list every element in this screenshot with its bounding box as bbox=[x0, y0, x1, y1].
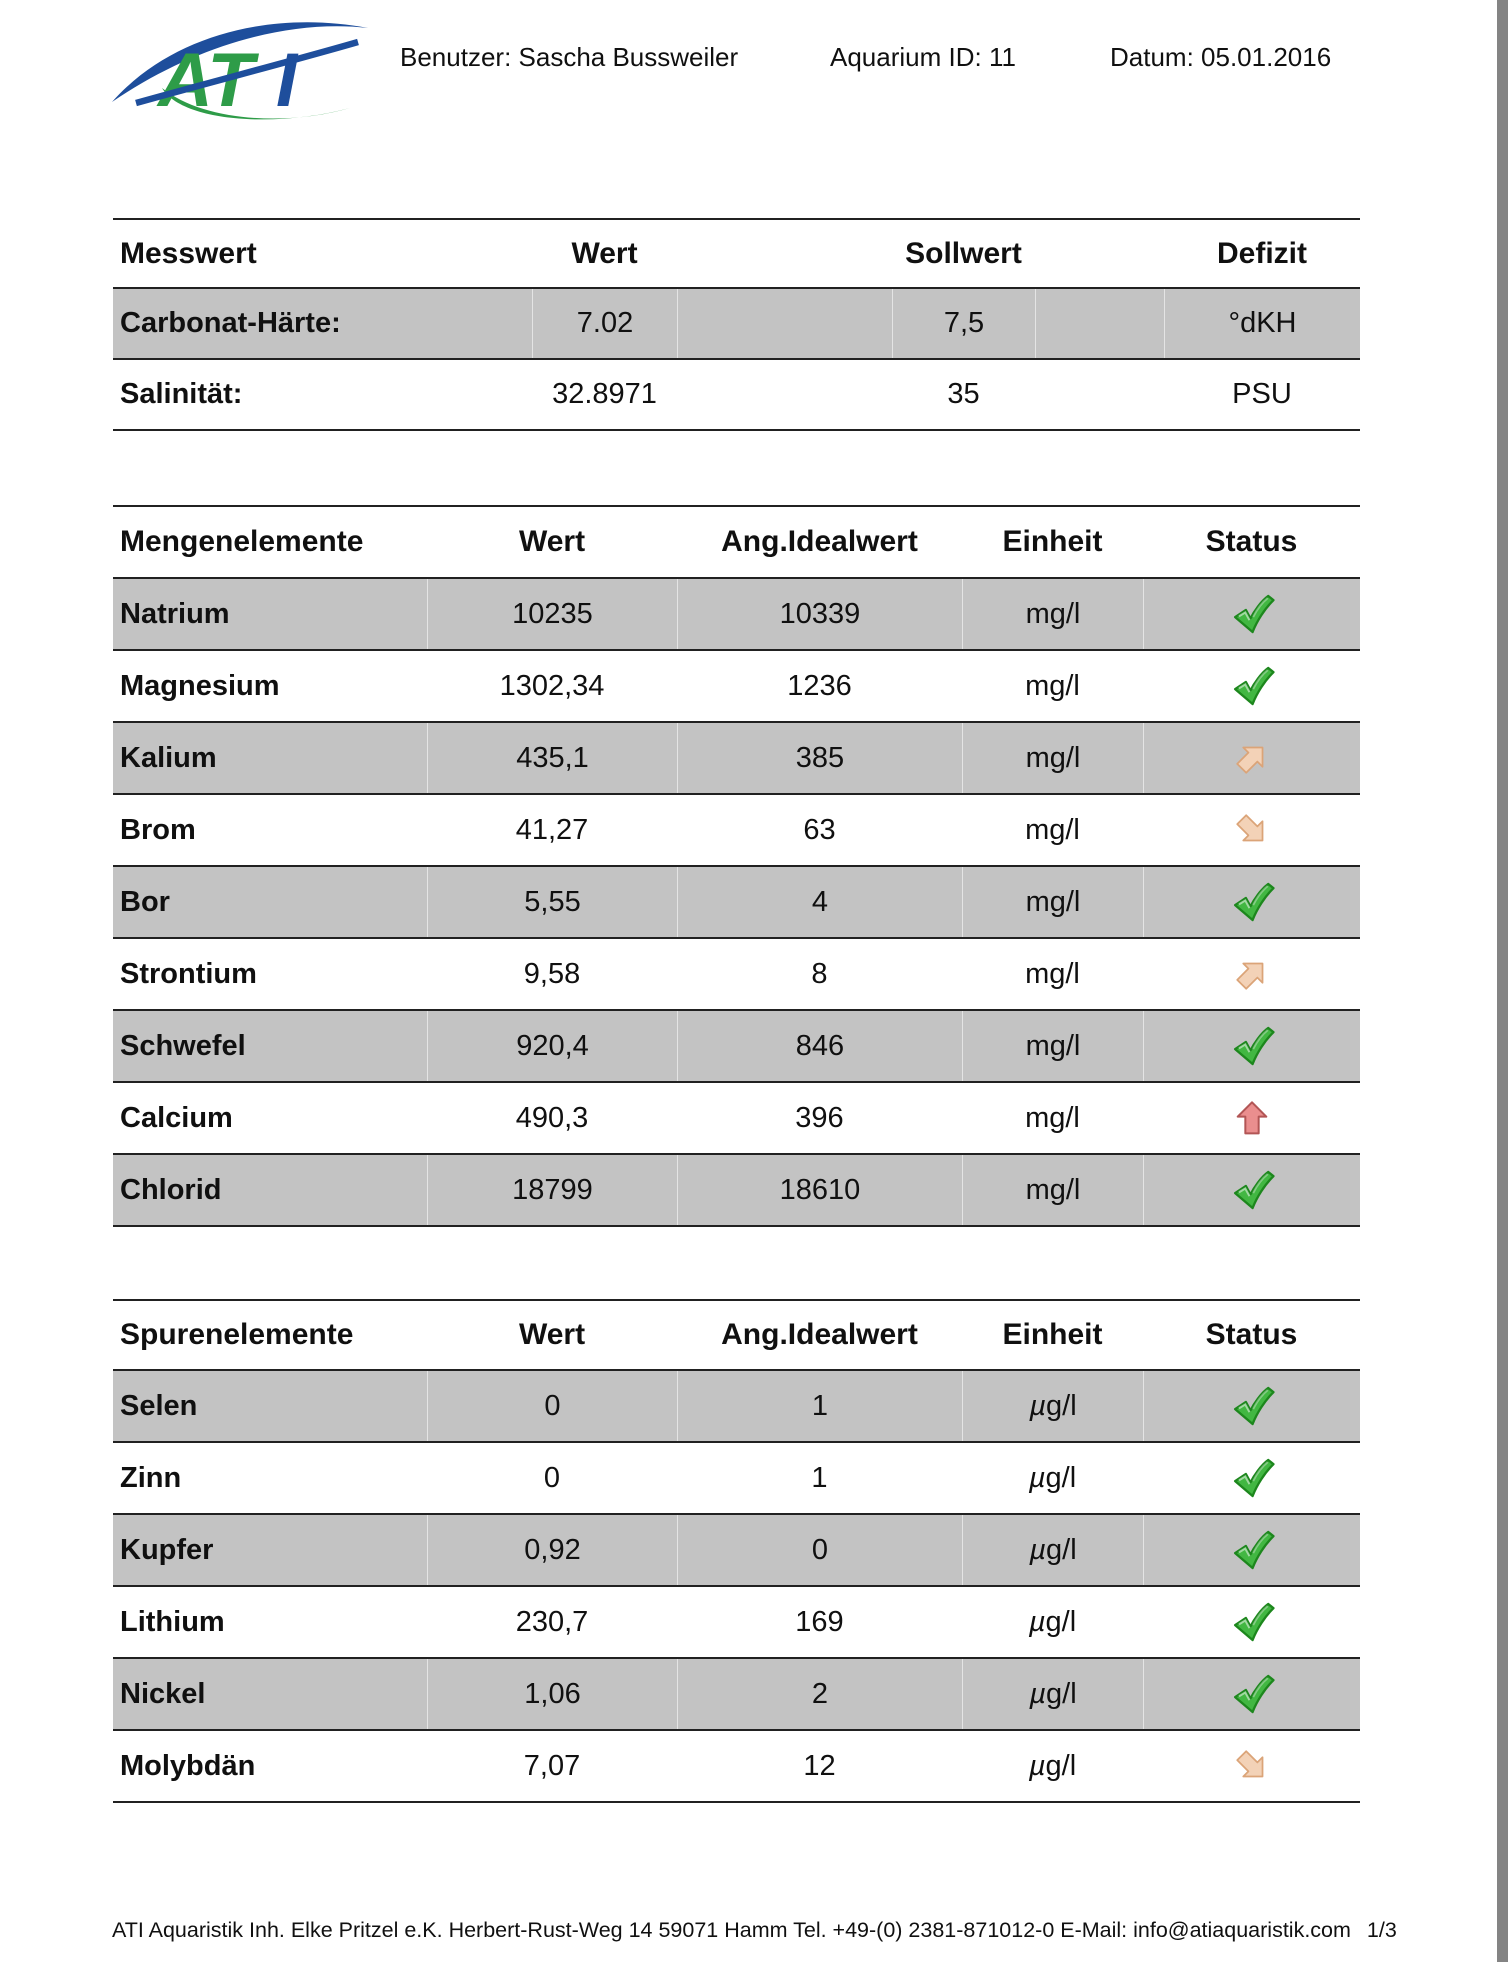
status-cell bbox=[1143, 1587, 1360, 1657]
spacer-cell bbox=[677, 220, 892, 287]
status-cell bbox=[1143, 651, 1360, 721]
element-name-cell: Natrium bbox=[120, 597, 230, 630]
col-header-idealwert: Ang.Idealwert bbox=[721, 525, 918, 558]
element-name-cell: Molybdän bbox=[120, 1749, 256, 1782]
wert-cell: 9,58 bbox=[523, 957, 581, 990]
macro-elements-table bbox=[113, 505, 1360, 1227]
status-cell bbox=[1143, 1083, 1360, 1153]
check-ok-icon bbox=[1229, 879, 1275, 925]
wert-cell: 0,92 bbox=[427, 1515, 677, 1585]
element-name-cell: Calcium bbox=[120, 1101, 233, 1134]
einheit-cell: mg/l bbox=[962, 867, 1143, 937]
element-row bbox=[113, 1371, 1360, 1443]
einheit-cell: µ g/l bbox=[1028, 1749, 1077, 1782]
einheit-cell: mg/l bbox=[1025, 813, 1080, 846]
measurements-header-row bbox=[113, 220, 1360, 289]
einheit-cell: µ g/l bbox=[1028, 1461, 1077, 1494]
arrow-up-icon bbox=[1232, 1098, 1272, 1138]
col-header-wert: Wert bbox=[571, 236, 638, 270]
status-cell bbox=[1143, 1659, 1360, 1729]
sollwert-value-cell: 35 bbox=[947, 378, 980, 410]
defizit-unit-cell: °dKH bbox=[1164, 289, 1360, 358]
wert-cell: 435,1 bbox=[427, 723, 677, 793]
element-row bbox=[113, 723, 1360, 795]
date-label: Datum: 05.01.2016 bbox=[1110, 42, 1332, 72]
idealwert-cell: 8 bbox=[811, 957, 828, 990]
element-row bbox=[113, 1515, 1360, 1587]
wert-cell: 10235 bbox=[427, 579, 677, 649]
wert-cell: 18799 bbox=[427, 1155, 677, 1225]
idealwert-cell: 1 bbox=[677, 1371, 962, 1441]
element-row bbox=[113, 1659, 1360, 1731]
idealwert-cell: 846 bbox=[677, 1011, 962, 1081]
wert-cell: 920,4 bbox=[427, 1011, 677, 1081]
arrow-down-right-icon bbox=[1233, 1747, 1271, 1785]
status-cell bbox=[1143, 867, 1360, 937]
check-ok-icon bbox=[1229, 1671, 1275, 1717]
status-cell bbox=[1143, 1011, 1360, 1081]
idealwert-cell: 4 bbox=[677, 867, 962, 937]
check-ok-icon bbox=[1229, 1023, 1275, 1069]
col-header-status: Status bbox=[1205, 525, 1298, 558]
ati-logo bbox=[106, 2, 378, 120]
element-row bbox=[113, 651, 1360, 723]
col-header-einheit: Einheit bbox=[1002, 525, 1103, 558]
wert-cell: 0 bbox=[427, 1371, 677, 1441]
check-ok-icon bbox=[1229, 1527, 1275, 1573]
element-row bbox=[113, 1587, 1360, 1659]
einheit-cell: µ g/l bbox=[962, 1371, 1143, 1441]
arrow-up-right-icon bbox=[1233, 739, 1271, 777]
wert-cell: 7,07 bbox=[523, 1749, 581, 1782]
element-row bbox=[113, 1011, 1360, 1083]
element-row bbox=[113, 579, 1360, 651]
page-number: 1/3 bbox=[1366, 1918, 1397, 1942]
status-cell bbox=[1143, 1443, 1360, 1513]
check-ok-icon bbox=[1229, 1383, 1275, 1429]
element-row bbox=[113, 1083, 1360, 1155]
trace-header-row bbox=[113, 1301, 1360, 1371]
element-row bbox=[113, 1731, 1360, 1803]
einheit-cell: mg/l bbox=[962, 723, 1143, 793]
col-header-spurenelemente: Spurenelemente bbox=[120, 1318, 354, 1351]
element-name-cell: Nickel bbox=[120, 1677, 206, 1710]
arrow-up-right-icon bbox=[1233, 955, 1271, 993]
status-cell bbox=[1143, 1371, 1360, 1441]
wert-cell: 0 bbox=[543, 1461, 561, 1494]
idealwert-cell: 385 bbox=[677, 723, 962, 793]
element-name-cell: Kupfer bbox=[120, 1533, 214, 1566]
wert-cell: 1302,34 bbox=[499, 669, 605, 702]
user-label: Benutzer: Sascha Bussweiler bbox=[400, 42, 739, 72]
einheit-cell: µ g/l bbox=[962, 1659, 1143, 1729]
spacer-cell bbox=[677, 360, 892, 429]
wert-cell: 1,06 bbox=[427, 1659, 677, 1729]
idealwert-cell: 396 bbox=[795, 1101, 844, 1134]
aquarium-id-label: Aquarium ID: 11 bbox=[830, 42, 1016, 72]
status-cell bbox=[1143, 1731, 1360, 1801]
einheit-cell: µ g/l bbox=[1028, 1605, 1077, 1638]
element-name-cell: Lithium bbox=[120, 1605, 225, 1638]
status-cell bbox=[1143, 939, 1360, 1009]
col-header-sollwert: Sollwert bbox=[905, 236, 1022, 270]
trace-elements-table bbox=[113, 1299, 1360, 1803]
element-name-cell: Schwefel bbox=[120, 1029, 246, 1062]
spacer-cell bbox=[677, 289, 892, 358]
element-name-cell: Kalium bbox=[120, 741, 217, 774]
footer-address: ATI Aquaristik Inh. Elke Pritzel e.K. Herbert-Rust-Weg 14 59071 Hamm Tel. +49-(0) 2381-871012-0 E-Mail: info@atiaquaristik.com bbox=[112, 1918, 1351, 1942]
element-row bbox=[113, 1443, 1360, 1515]
spacer-cell bbox=[1035, 289, 1164, 358]
col-header-idealwert: Ang.Idealwert bbox=[721, 1318, 918, 1351]
macro-header-row bbox=[113, 507, 1360, 579]
einheit-cell: mg/l bbox=[962, 1155, 1143, 1225]
einheit-cell: mg/l bbox=[1025, 957, 1080, 990]
logo-text-blue: I bbox=[276, 38, 298, 120]
idealwert-cell: 0 bbox=[677, 1515, 962, 1585]
status-cell bbox=[1143, 723, 1360, 793]
col-header-defizit: Defizit bbox=[1217, 236, 1307, 270]
defizit-unit-cell: PSU bbox=[1232, 378, 1292, 410]
check-ok-icon bbox=[1229, 1455, 1275, 1501]
idealwert-cell: 63 bbox=[803, 813, 836, 846]
einheit-cell: mg/l bbox=[962, 1011, 1143, 1081]
window-edge-strip bbox=[1497, 0, 1508, 1962]
idealwert-cell: 1236 bbox=[787, 669, 852, 702]
element-name-cell: Bor bbox=[120, 885, 170, 918]
measurement-row bbox=[113, 289, 1360, 360]
idealwert-cell: 12 bbox=[803, 1749, 836, 1782]
logo-text-green: AT bbox=[158, 38, 254, 120]
messwert-label-cell: Salinität: bbox=[120, 378, 243, 410]
idealwert-cell: 2 bbox=[677, 1659, 962, 1729]
col-header-messwert: Messwert bbox=[120, 236, 257, 270]
idealwert-cell: 18610 bbox=[677, 1155, 962, 1225]
messwert-label-cell: Carbonat-Härte: bbox=[120, 307, 341, 339]
element-name-cell: Chlorid bbox=[120, 1173, 222, 1206]
einheit-cell: mg/l bbox=[1025, 1101, 1080, 1134]
col-header-mengenelemente: Mengenelemente bbox=[120, 525, 364, 558]
wert-cell: 230,7 bbox=[515, 1605, 589, 1638]
element-row bbox=[113, 939, 1360, 1011]
wert-cell: 490,3 bbox=[515, 1101, 589, 1134]
idealwert-cell: 10339 bbox=[677, 579, 962, 649]
element-name-cell: Zinn bbox=[120, 1461, 182, 1494]
col-header-einheit: Einheit bbox=[1002, 1318, 1103, 1351]
status-cell bbox=[1143, 579, 1360, 649]
measurement-row bbox=[113, 360, 1360, 431]
wert-value-cell: 32.8971 bbox=[552, 378, 657, 410]
einheit-cell: mg/l bbox=[962, 579, 1143, 649]
status-cell bbox=[1143, 795, 1360, 865]
col-header-wert: Wert bbox=[518, 1318, 586, 1351]
check-ok-icon bbox=[1229, 663, 1275, 709]
element-row bbox=[113, 1155, 1360, 1227]
spacer-cell bbox=[1035, 360, 1164, 429]
spacer-cell bbox=[1035, 220, 1164, 287]
check-ok-icon bbox=[1229, 1167, 1275, 1213]
status-cell bbox=[1143, 1515, 1360, 1585]
element-name-cell: Strontium bbox=[120, 957, 257, 990]
col-header-wert: Wert bbox=[518, 525, 586, 558]
element-row bbox=[113, 867, 1360, 939]
idealwert-cell: 169 bbox=[795, 1605, 844, 1638]
check-ok-icon bbox=[1229, 591, 1275, 637]
einheit-cell: µ g/l bbox=[962, 1515, 1143, 1585]
check-ok-icon bbox=[1229, 1599, 1275, 1645]
einheit-cell: mg/l bbox=[1025, 669, 1080, 702]
idealwert-cell: 1 bbox=[811, 1461, 828, 1494]
element-name-cell: Magnesium bbox=[120, 669, 280, 702]
element-row bbox=[113, 795, 1360, 867]
wert-cell: 41,27 bbox=[515, 813, 589, 846]
wert-value-cell: 7.02 bbox=[532, 289, 677, 358]
status-cell bbox=[1143, 1155, 1360, 1225]
arrow-down-right-icon bbox=[1233, 811, 1271, 849]
col-header-status: Status bbox=[1205, 1318, 1298, 1351]
element-name-cell: Brom bbox=[120, 813, 196, 846]
page-footer bbox=[112, 1918, 1397, 1943]
element-name-cell: Selen bbox=[120, 1389, 198, 1422]
wert-cell: 5,55 bbox=[427, 867, 677, 937]
measurements-table bbox=[113, 218, 1360, 431]
sollwert-value-cell: 7,5 bbox=[892, 289, 1035, 358]
